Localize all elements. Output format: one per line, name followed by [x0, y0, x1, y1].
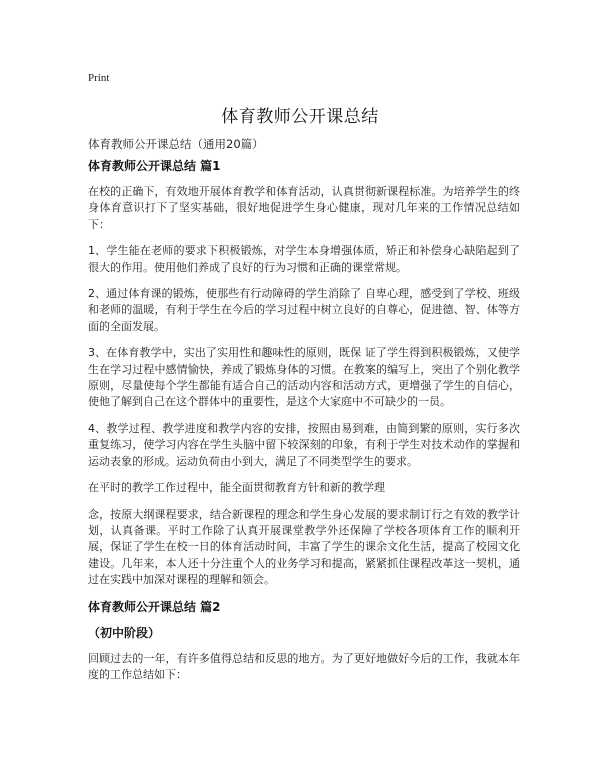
paragraph: 回顾过去的一年，有许多值得总结和反思的地方。为了更好地做好今后的工作，我就本年度的工作总结如下： — [88, 651, 520, 681]
paragraph: 在校的正确下，有效地开展体育教学和体育活动，认真贯彻新课程标准。为培养学生的终身体育意识打下了坚实基础，很好地促进学生身心健康，现对几年来的工作情况总结如下： — [88, 185, 520, 231]
paragraph: 在平时的教学工作过程中，能全面贯彻教育方针和新的教学理 — [88, 481, 385, 495]
section-sub-heading: （初中阶段） — [88, 625, 161, 640]
paragraph: 3、在体育教学中，实出了实用性和趣味性的原则，既保 证了学生得到积极锻炼，又使学生在学习过程中感情愉快，养成了锻炼身体的习惯。在教案的编写上，突出了个别化教学原则，尽量使每个学生都能有适合自己的活动内容和活动方式，更增强了学生的自信心，使他了解到自己在这个群体中的重要性，是这个大家庭中不可缺少的一员。 — [88, 346, 520, 409]
paragraph: 2、通过体育课的锻炼，使那些有行动障碍的学生消除了 自卑心理，感受到了学校、班级和老师的温暖，有利于学生在今后的学习过程中树立良好的自尊心，促进德、智、体等方面的全面发展。 — [88, 287, 520, 333]
document-subtitle: 体育教师公开课总结（通用20篇） — [88, 137, 264, 151]
print-label[interactable]: Print — [88, 72, 110, 84]
section-heading-2: 体育教师公开课总结 篇2 — [88, 599, 221, 614]
section-heading-1: 体育教师公开课总结 篇1 — [88, 159, 221, 173]
paragraph: 1、学生能在老师的要求下积极锻炼，对学生本身增强体质，矫正和补偿身心缺陷起到了很大的作用。使用他们养成了良好的行为习惯和正确的课堂常规。 — [88, 244, 520, 274]
paragraph: 念，按原大纲课程要求，结合新课程的理念和学生身心发展的要求制订行之有效的教学计划，认真备课。平时工作除了认真开展课堂教学外还保障了学校各项体育工作的顺利开展，保证了学生在校一日的体育活动时间，丰富了学生的课余文化生活，提高了校园文化建设。几年来，本人还十分注重个人的业务学习和提高，紧紧抓住课程改革这一契机，通过在实践中加深对课程的理解和领会。 — [88, 507, 520, 587]
page-title: 体育教师公开课总结 — [221, 107, 379, 127]
document-body — [88, 158, 520, 693]
paragraph: 4、教学过程、教学进度和教学内容的安排，按照由易到难，由简到繁的原则，实行多次重复练习，使学习内容在学生头脑中留下较深刻的印象，有利于学生对技术动作的掌握和运动表象的形成。运动负荷由小到大，满足了不同类型学生的要求。 — [88, 421, 520, 468]
